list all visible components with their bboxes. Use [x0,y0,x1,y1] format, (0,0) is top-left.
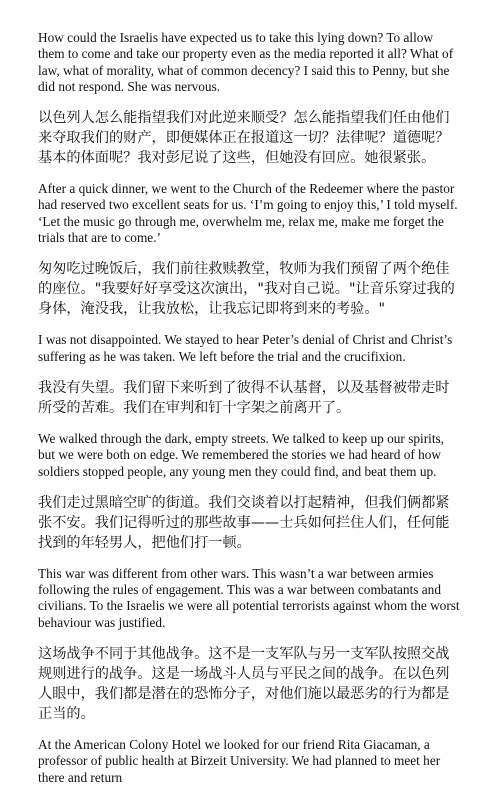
paragraph-en-5: This war was different from other wars. This wasn’t a war between armies following the rules of engagement. This was a war between combatants and civilians. To the Israelis we were all potential terrorists against whom the worst behaviour was justified. [38,565,460,630]
paragraph-en-2: After a quick dinner, we went to the Church of the Redeemer where the pastor had reserved two excellent seats for us. ‘I’m going to enjoy this,’ I told myself. ‘Let the music go through me, overwhelm me, relax me, make me forget the trials that are to come.’ [38,181,458,246]
paragraph-zh-3: 我没有失望。我们留下来听到了彼得不认基督，以及基督被带走时所受的苦难。我们在审判和钉十字架之前离开了。 [38,379,450,416]
paragraph-zh-2: 匆匆吃过晚饭后，我们前往救赎教堂，牧师为我们预留了两个绝佳的座位。"我要好好享受这次演出，"我对自己说。"让音乐穿过我的身体，淹没我，让我放松，让我忘记即将到来的考验。" [38,261,455,318]
paragraph-en-6: At the American Colony Hotel we looked for our friend Rita Giacaman, a professor of public health at Birzeit University. We had planned to meet her there and return [38,737,441,785]
paragraph-zh-1: 以色列人怎么能指望我们对此逆来顺受？怎么能指望我们任由他们来夺取我们的财产，即便媒体正在报道这一切？法律呢？道德呢？基本的体面呢？我对彭尼说了这些，但她没有回应。她很紧张。 [38,110,450,167]
paragraph-zh-5: 这场战争不同于其他战争。这不是一支军队与另一支军队按照交战规则进行的战争。这是一场战斗人员与平民之间的战争。在以色列人眼中，我们都是潜在的恐怖分子，对他们施以最恶劣的行为都是正当的。 [38,646,450,723]
paragraph-en-3: I was not disappointed. We stayed to hear Peter’s denial of Christ and Christ’s suffering as he was taken. We left before the trial and the crucifixion. [38,332,453,364]
paragraph-zh-4: 我们走过黑暗空旷的街道。我们交谈着以打起精神，但我们俩都紧张不安。我们记得听过的那些故事——士兵如何拦住人们，任何能找到的年轻男人，把他们打一顿。 [38,494,450,551]
paragraph-en-4: We walked through the dark, empty streets. We talked to keep up our spirits, but we were both on edge. We remembered the stories we had heard of how soldiers stopped people, any young men they could find, and beat them up. [38,430,445,479]
paragraph-en-1: How could the Israelis have expected us to take this lying down? To allow them to come and take our property even as the media reported it all? What of law, what of morality, what of common decency? I said this to Penny, but she did not respond. She was nervous. [38,30,454,94]
